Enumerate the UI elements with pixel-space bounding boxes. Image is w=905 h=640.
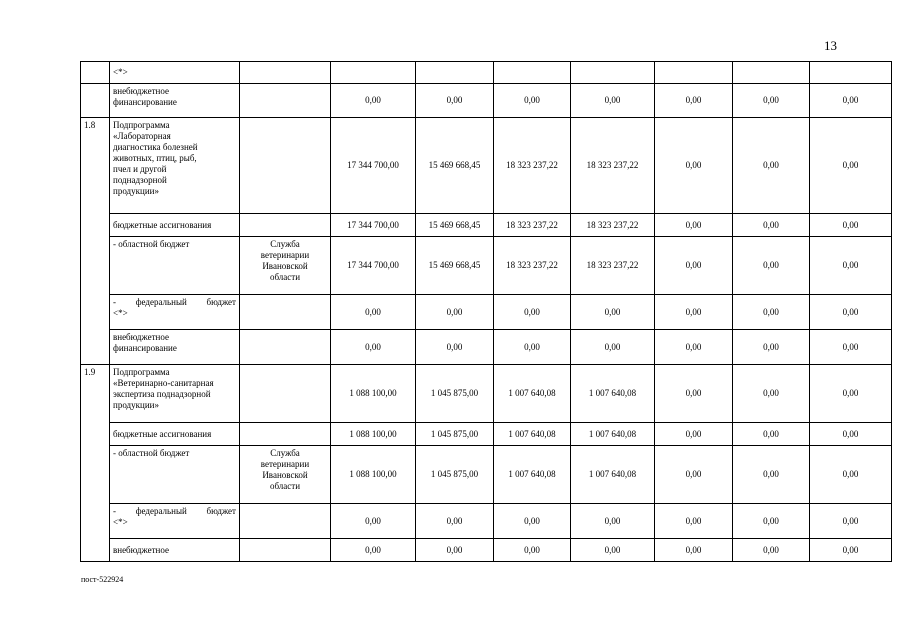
federal-label-line: - федеральный бюджет [113,506,236,516]
value-cell: 0,00 [416,539,494,562]
value-cell: 0,00 [494,84,571,118]
value-cell: 1 007 640,08 [494,446,571,504]
budget-table [80,61,892,562]
budget-label: бюджетные ассигнования [110,214,240,237]
executor-cell [240,84,331,118]
executor-line: Служба [270,448,300,458]
table-body [81,62,892,562]
value-cell: 1 007 640,08 [571,423,655,446]
table-row [81,504,892,539]
table-row [81,62,892,84]
value-cell: 0,00 [733,295,810,330]
title-line: «Ветеринарно-санитарная [113,378,214,388]
subprogram-number: 1.8 [81,118,110,365]
table-row [81,295,892,330]
subprogram-title [110,365,240,423]
value-cell: 17 344 700,00 [331,237,416,295]
value-cell: 0,00 [810,539,892,562]
value-cell: 0,00 [571,295,655,330]
value-cell: 18 323 237,22 [571,237,655,295]
value-cell: 0,00 [733,423,810,446]
extra-label-line: внебюджетное [113,332,169,342]
regional-budget-label: - областной бюджет [110,446,240,504]
value-cell: 0,00 [733,237,810,295]
footer-code: пост-522924 [81,575,124,584]
table-row [81,84,892,118]
value-cell: 0,00 [571,504,655,539]
value-cell [494,62,571,84]
subprogram-title [110,118,240,214]
title-line: пчел и другой [113,164,167,174]
value-cell: 1 007 640,08 [571,365,655,423]
name-line: <*> [113,67,128,77]
value-cell: 0,00 [810,118,892,214]
value-cell: 0,00 [810,295,892,330]
value-cell: 0,00 [494,295,571,330]
title-line: животных, птиц, рыб, [113,153,197,163]
value-cell: 0,00 [655,423,733,446]
value-cell: 0,00 [655,446,733,504]
value-cell: 0,00 [494,539,571,562]
value-cell: 0,00 [810,423,892,446]
value-cell [655,62,733,84]
title-line: продукции» [113,186,159,196]
subprogram-number: 1.9 [81,365,110,562]
number-cell [81,62,110,84]
executor-cell [240,504,331,539]
value-cell: 0,00 [331,84,416,118]
title-line: диагностика болезней [113,142,198,152]
title-line: Подпрограмма [113,120,170,130]
table-row [81,539,892,562]
title-line: продукции» [113,400,159,410]
name-cell [110,84,240,118]
name-line: финансирование [113,97,177,107]
value-cell: 0,00 [416,84,494,118]
table-row [81,237,892,295]
executor-cell [240,295,331,330]
value-cell: 0,00 [331,330,416,365]
value-cell: 18 323 237,22 [494,214,571,237]
value-cell: 0,00 [416,330,494,365]
value-cell: 0,00 [733,214,810,237]
value-cell: 1 007 640,08 [494,365,571,423]
value-cell: 0,00 [655,330,733,365]
executor-line: области [269,272,301,282]
value-cell: 0,00 [733,330,810,365]
table-row [81,446,892,504]
page-number: 13 [824,38,837,53]
table-row [81,365,892,423]
value-cell: 1 088 100,00 [331,446,416,504]
value-cell: 18 323 237,22 [571,118,655,214]
value-cell [733,62,810,84]
federal-label-note: <*> [113,308,128,318]
executor-cell [240,237,331,295]
name-cell [110,62,240,84]
number-cell [81,84,110,118]
executor-cell [240,118,331,214]
value-cell [416,62,494,84]
value-cell: 0,00 [733,446,810,504]
executor-cell [240,330,331,365]
table-row [81,330,892,365]
value-cell: 0,00 [655,295,733,330]
value-cell: 0,00 [571,330,655,365]
value-cell: 0,00 [810,237,892,295]
value-cell: 0,00 [655,365,733,423]
executor-cell [240,539,331,562]
value-cell: 0,00 [810,330,892,365]
title-line: экспертиза поднадзорной [113,389,211,399]
value-cell: 0,00 [733,365,810,423]
value-cell: 17 344 700,00 [331,118,416,214]
executor-cell [240,62,331,84]
federal-budget-label [110,295,240,330]
value-cell: 0,00 [416,504,494,539]
value-cell: 1 007 640,08 [571,446,655,504]
executor-line: Ивановской [262,261,308,271]
value-cell: 0,00 [655,118,733,214]
value-cell: 0,00 [733,539,810,562]
value-cell: 1 007 640,08 [494,423,571,446]
extra-label-line: финансирование [113,343,177,353]
title-line: поднадзорной [113,175,167,185]
value-cell: 18 323 237,22 [494,237,571,295]
value-cell: 0,00 [733,118,810,214]
executor-line: Служба [270,239,300,249]
extra-label-line: внебюджетное [113,544,169,555]
value-cell: 0,00 [331,539,416,562]
table-row [81,118,892,214]
value-cell: 0,00 [655,214,733,237]
value-cell: 1 045 875,00 [416,446,494,504]
executor-line: ветеринарии [260,459,310,469]
executor-line: Ивановской [262,470,308,480]
value-cell: 0,00 [655,237,733,295]
value-cell: 0,00 [494,330,571,365]
title-line: Подпрограмма [113,367,170,377]
executor-cell [240,446,331,504]
executor-cell [240,214,331,237]
value-cell: 0,00 [571,84,655,118]
value-cell: 1 045 875,00 [416,423,494,446]
value-cell: 0,00 [655,84,733,118]
executor-cell [240,423,331,446]
extra-budget-label [110,330,240,365]
value-cell: 0,00 [571,539,655,562]
title-line: «Лабораторная [113,131,171,141]
federal-budget-label [110,504,240,539]
value-cell: 1 088 100,00 [331,423,416,446]
executor-cell [240,365,331,423]
table-row [81,214,892,237]
federal-label-note: <*> [113,517,128,527]
value-cell: 0,00 [733,84,810,118]
executor-line: области [269,481,301,491]
value-cell [331,62,416,84]
value-cell: 15 469 668,45 [416,237,494,295]
value-cell: 0,00 [655,539,733,562]
value-cell: 1 045 875,00 [416,365,494,423]
value-cell [571,62,655,84]
value-cell: 0,00 [810,365,892,423]
executor-line: ветеринарии [260,250,310,260]
table-row [81,423,892,446]
value-cell: 0,00 [331,504,416,539]
value-cell: 0,00 [416,295,494,330]
value-cell: 18 323 237,22 [494,118,571,214]
value-cell: 0,00 [810,84,892,118]
value-cell: 18 323 237,22 [571,214,655,237]
value-cell: 15 469 668,45 [416,118,494,214]
value-cell: 1 088 100,00 [331,365,416,423]
name-line: внебюджетное [113,86,169,96]
value-cell: 0,00 [810,504,892,539]
value-cell [810,62,892,84]
federal-label-line: - федеральный бюджет [113,297,236,307]
extra-budget-label [110,539,240,562]
value-cell: 0,00 [810,214,892,237]
value-cell: 0,00 [494,504,571,539]
value-cell: 15 469 668,45 [416,214,494,237]
value-cell: 0,00 [655,504,733,539]
budget-label: бюджетные ассигнования [110,423,240,446]
value-cell: 0,00 [810,446,892,504]
regional-budget-label: - областной бюджет [110,237,240,295]
value-cell: 0,00 [733,504,810,539]
value-cell: 0,00 [331,295,416,330]
value-cell: 17 344 700,00 [331,214,416,237]
